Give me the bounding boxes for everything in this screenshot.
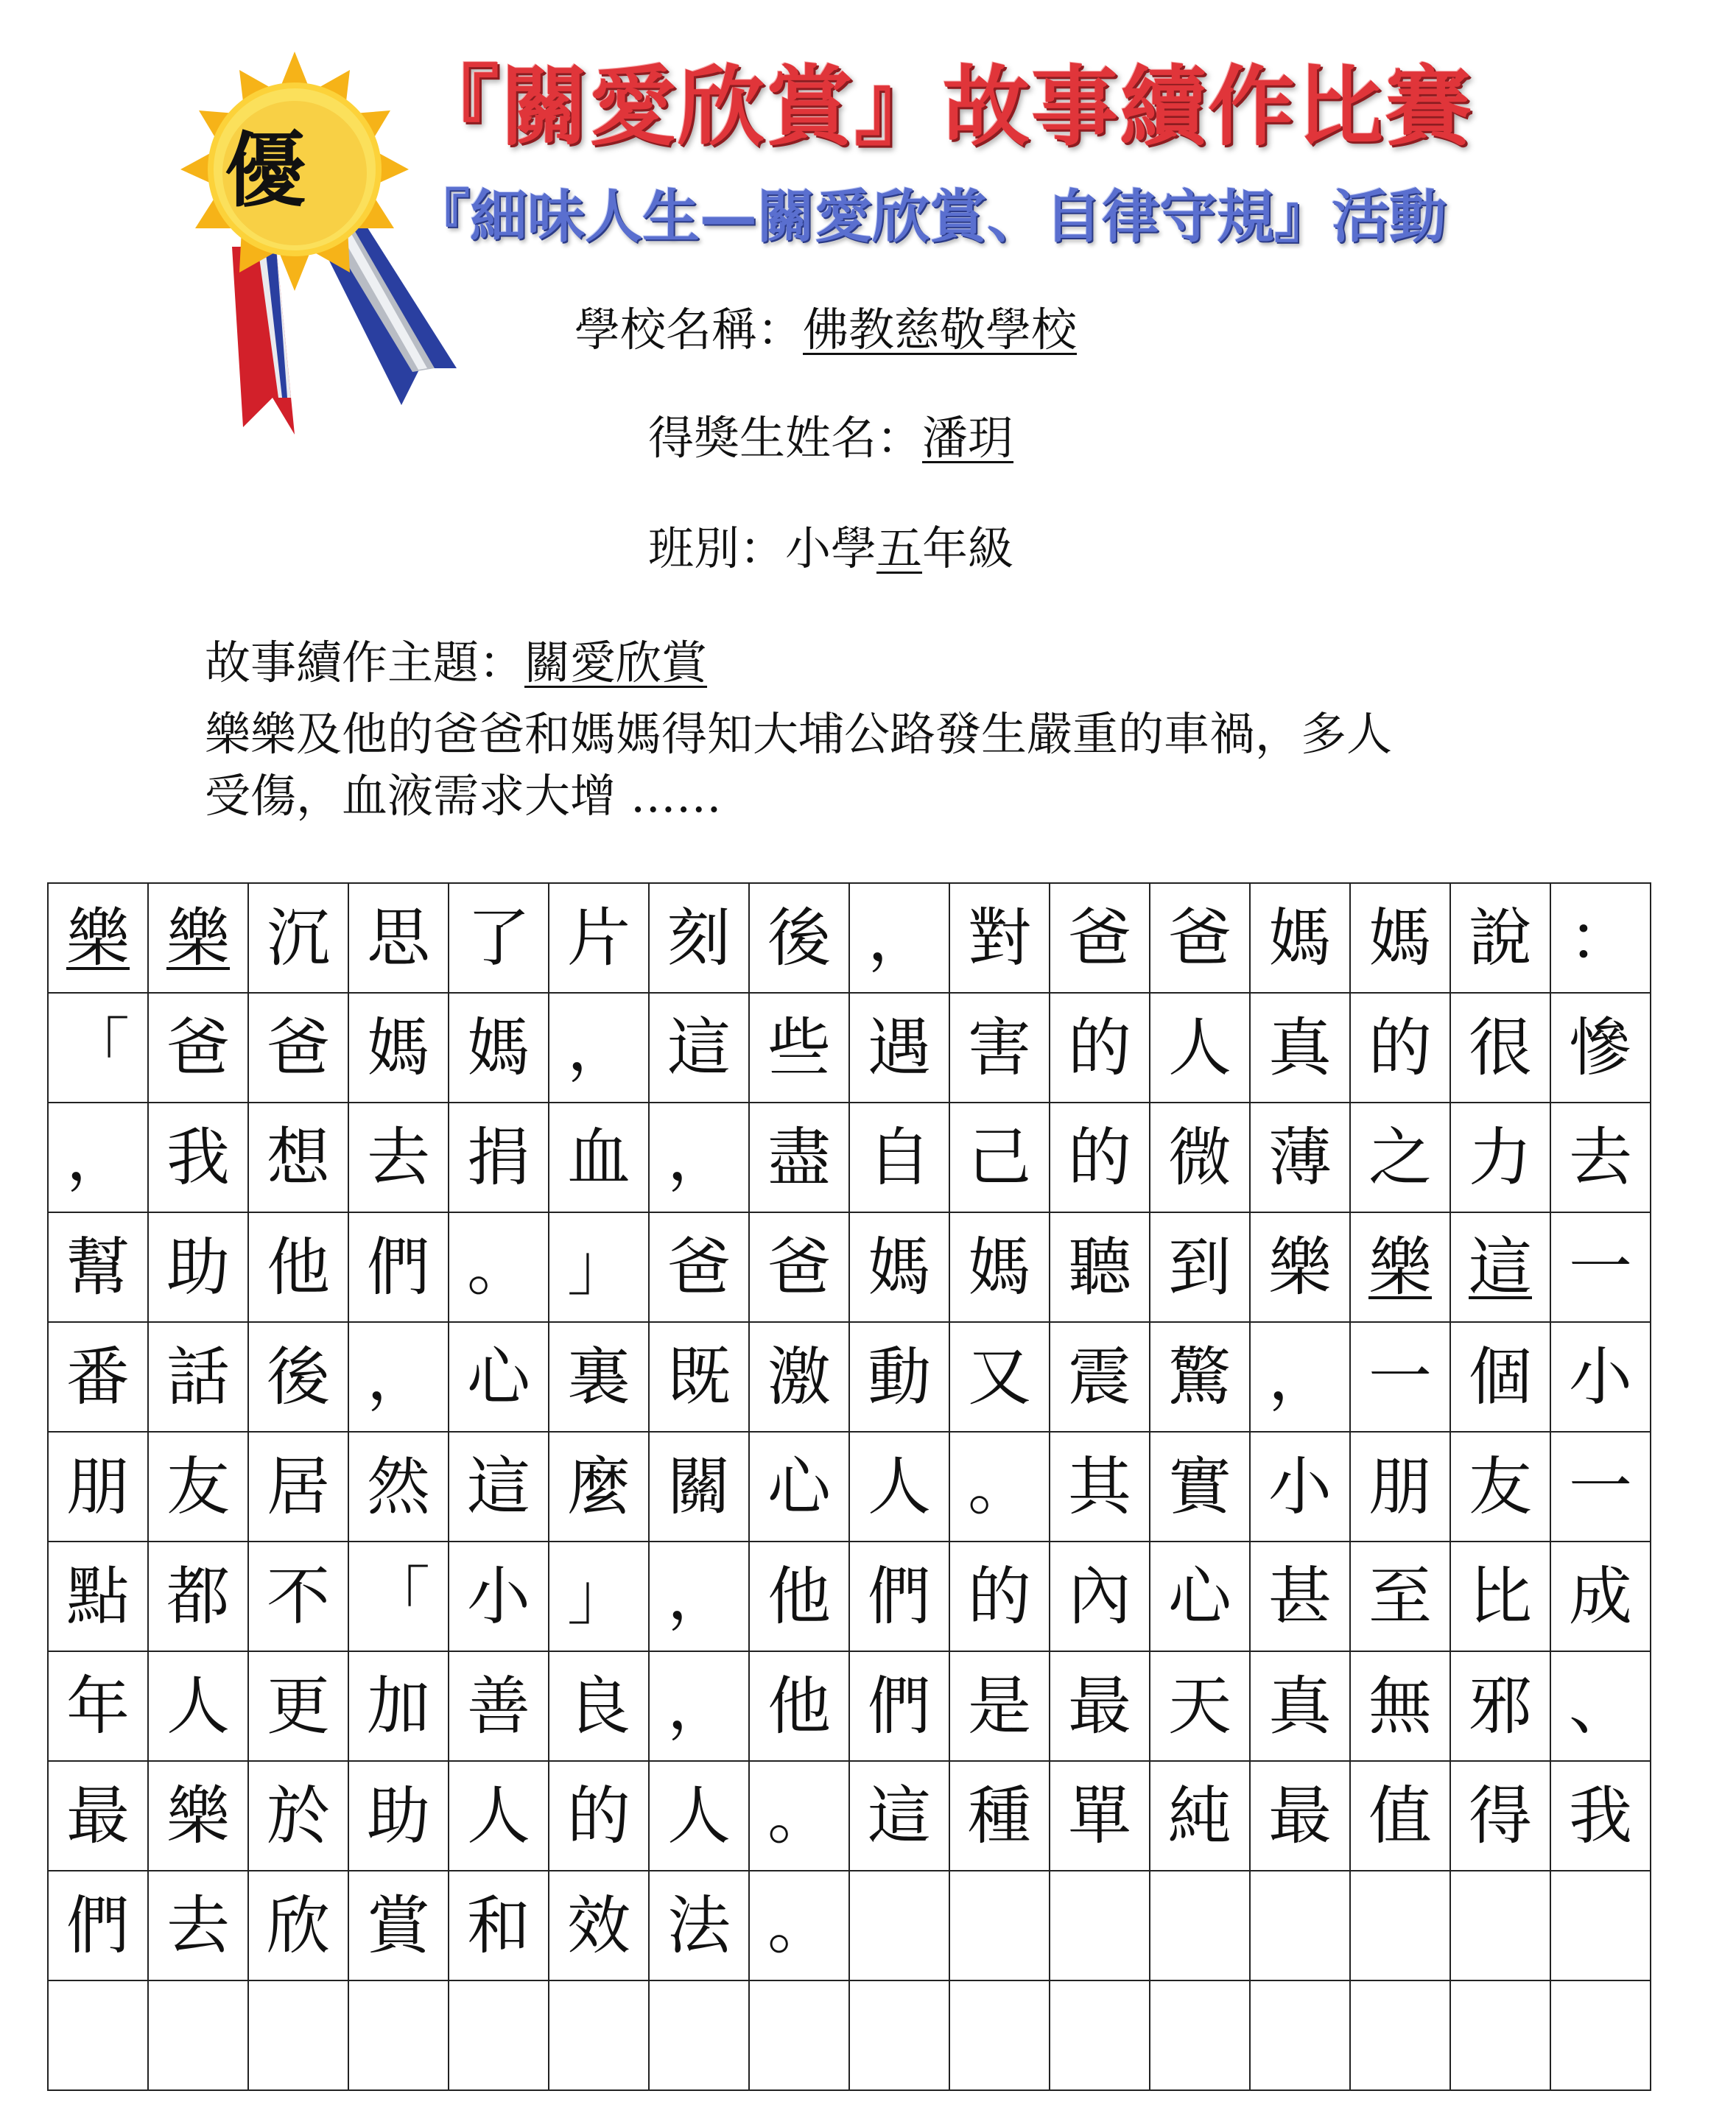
grid-cell: 內 (1050, 1542, 1150, 1651)
grid-cell: 去 (1550, 1103, 1651, 1212)
grid-cell (849, 1871, 949, 1980)
grid-cell: 對 (949, 883, 1050, 993)
grid-cell: 力 (1450, 1103, 1550, 1212)
grid-cell: 他 (749, 1542, 849, 1651)
grid-cell (1050, 1980, 1150, 2090)
grid-cell: 點 (48, 1542, 148, 1651)
grid-cell: 裏 (549, 1322, 649, 1432)
grid-cell: 、 (1550, 1651, 1651, 1761)
grid-cell: ， (348, 1322, 449, 1432)
grid-cell: 媽 (849, 1212, 949, 1322)
grid-cell: 天 (1150, 1651, 1250, 1761)
grid-cell: 們 (849, 1651, 949, 1761)
grid-cell (1350, 1871, 1450, 1980)
grid-cell: 樂 (148, 883, 248, 993)
grid-cell (48, 1980, 148, 2090)
grid-cell: 遇 (849, 993, 949, 1103)
medal-label: 優 (225, 123, 306, 218)
grid-cell: 既 (649, 1322, 749, 1432)
grid-cell: 們 (348, 1212, 449, 1322)
grid-row (48, 1212, 1651, 1322)
grid-cell: 慘 (1550, 993, 1651, 1103)
grid-cell: 沉 (248, 883, 348, 993)
grid-cell: 麼 (549, 1432, 649, 1542)
grid-row (48, 1432, 1651, 1542)
grid-cell: 自 (849, 1103, 949, 1212)
grid-cell: 去 (348, 1103, 449, 1212)
grid-cell: 之 (1350, 1103, 1450, 1212)
class-label: 班別：小學 (648, 521, 877, 575)
grid-cell: 關 (649, 1432, 749, 1542)
grid-cell (1350, 1980, 1450, 2090)
grid-cell: 都 (148, 1542, 248, 1651)
grid-cell (148, 1980, 248, 2090)
grid-cell: 人 (449, 1761, 549, 1871)
grid-cell: 心 (749, 1432, 849, 1542)
grid-cell: 的 (549, 1761, 649, 1871)
grid-row (48, 1980, 1651, 2090)
grid-cell: 得 (1450, 1761, 1550, 1871)
grid-cell (248, 1980, 348, 2090)
grid-cell: 這 (649, 993, 749, 1103)
grid-cell: ： (1550, 883, 1651, 993)
grid-cell: 。 (449, 1212, 549, 1322)
grid-cell: 的 (1050, 1103, 1150, 1212)
grid-cell: 助 (348, 1761, 449, 1871)
grid-cell (1150, 1980, 1250, 2090)
grid-cell: 說 (1450, 883, 1550, 993)
grid-cell: 又 (949, 1322, 1050, 1432)
grid-cell: 一 (1550, 1212, 1651, 1322)
grid-cell: 後 (749, 883, 849, 993)
grid-cell: 爸 (749, 1212, 849, 1322)
grid-cell: 想 (248, 1103, 348, 1212)
grid-cell: 動 (849, 1322, 949, 1432)
grid-cell: 這 (449, 1432, 549, 1542)
grid-cell: 他 (248, 1212, 348, 1322)
grid-cell: 心 (449, 1322, 549, 1432)
grid-cell: 最 (48, 1761, 148, 1871)
grid-cell: ， (1250, 1322, 1350, 1432)
class-value: 五 (876, 521, 923, 575)
grid-cell (849, 1980, 949, 2090)
grid-cell (949, 1871, 1050, 1980)
grid-cell: 的 (1050, 993, 1150, 1103)
grid-cell: 不 (248, 1542, 348, 1651)
grid-cell (549, 1980, 649, 2090)
grid-cell: 」 (549, 1542, 649, 1651)
grid-cell: 爸 (1150, 883, 1250, 993)
grid-cell: 甚 (1250, 1542, 1350, 1651)
grid-cell: 單 (1050, 1761, 1150, 1871)
grid-cell: 至 (1350, 1542, 1450, 1651)
grid-cell (1250, 1871, 1350, 1980)
grid-cell: 朋 (48, 1432, 148, 1542)
grid-cell: 助 (148, 1212, 248, 1322)
grid-cell (1550, 1871, 1651, 1980)
grid-cell: 最 (1050, 1651, 1150, 1761)
grid-cell: 種 (949, 1761, 1050, 1871)
grid-cell: 爸 (649, 1212, 749, 1322)
school-label: 學校名稱： (574, 303, 804, 356)
grid-cell (1450, 1871, 1550, 1980)
student-line (648, 401, 1013, 467)
grid-cell: 加 (348, 1651, 449, 1761)
grid-cell: 聽 (1050, 1212, 1150, 1322)
student-label: 得獎生姓名： (648, 411, 923, 465)
grid-cell: 些 (749, 993, 849, 1103)
student-value: 潘玥 (922, 411, 1014, 465)
grid-cell: 害 (949, 993, 1050, 1103)
page-title: 『關愛欣賞』故事續作比賽 (412, 56, 1474, 158)
grid-cell: 媽 (449, 993, 549, 1103)
grid-cell: 人 (1150, 993, 1250, 1103)
grid-cell: 我 (148, 1103, 248, 1212)
grid-cell: 成 (1550, 1542, 1651, 1651)
grid-cell: 人 (148, 1651, 248, 1761)
grid-cell: 是 (949, 1651, 1050, 1761)
ribbon-left (232, 247, 295, 435)
grid-cell: 賞 (348, 1871, 449, 1980)
grid-cell: 良 (549, 1651, 649, 1761)
theme-label: 故事續作主題： (205, 636, 525, 689)
school-value: 佛教慈敬學校 (803, 303, 1078, 356)
grid-cell (348, 1980, 449, 2090)
grid-cell: 居 (248, 1432, 348, 1542)
grid-cell: 話 (148, 1322, 248, 1432)
grid-cell: 實 (1150, 1432, 1250, 1542)
grid-cell: 己 (949, 1103, 1050, 1212)
grid-cell: 媽 (1350, 883, 1450, 993)
grid-cell: 人 (649, 1761, 749, 1871)
grid-cell: 。 (749, 1871, 849, 1980)
grid-cell: 樂 (148, 1761, 248, 1871)
grid-cell: 樂 (1250, 1212, 1350, 1322)
grid-cell: 小 (449, 1542, 549, 1651)
grid-cell (1250, 1980, 1350, 2090)
grid-cell (749, 1980, 849, 2090)
grid-cell (1050, 1871, 1150, 1980)
intro-line-2: 受傷，血液需求大增 …… (205, 769, 722, 823)
grid-cell: 片 (549, 883, 649, 993)
grid-cell: 法 (649, 1871, 749, 1980)
grid-cell: 比 (1450, 1542, 1550, 1651)
grid-cell (1550, 1980, 1651, 2090)
grid-cell: 最 (1250, 1761, 1350, 1871)
class-suffix: 年級 (922, 521, 1014, 575)
grid-cell (449, 1980, 549, 2090)
grid-cell: 值 (1350, 1761, 1450, 1871)
story-intro (205, 703, 1531, 827)
grid-cell: 震 (1050, 1322, 1150, 1432)
class-line (648, 512, 1013, 577)
grid-cell: 驚 (1150, 1322, 1250, 1432)
grid-cell: 幫 (48, 1212, 148, 1322)
grid-cell: 小 (1550, 1322, 1651, 1432)
grid-cell: 真 (1250, 1651, 1350, 1761)
grid-cell: 後 (248, 1322, 348, 1432)
grid-cell: 」 (549, 1212, 649, 1322)
grid-row (48, 883, 1651, 993)
grid-cell: 很 (1450, 993, 1550, 1103)
grid-cell: 盡 (749, 1103, 849, 1212)
grid-cell: 到 (1150, 1212, 1250, 1322)
grid-cell: 他 (749, 1651, 849, 1761)
grid-row (48, 993, 1651, 1103)
grid-row (48, 1761, 1651, 1871)
grid-cell: ， (849, 883, 949, 993)
grid-cell: 心 (1150, 1542, 1250, 1651)
grid-cell (949, 1980, 1050, 2090)
grid-cell: 爸 (148, 993, 248, 1103)
grid-cell: 友 (1450, 1432, 1550, 1542)
grid-cell: 去 (148, 1871, 248, 1980)
grid-cell: 於 (248, 1761, 348, 1871)
grid-cell: 小 (1250, 1432, 1350, 1542)
grid-cell: 媽 (949, 1212, 1050, 1322)
grid-cell: 「 (48, 993, 148, 1103)
grid-cell: 友 (148, 1432, 248, 1542)
theme-value: 關愛欣賞 (524, 636, 708, 689)
grid-cell: 更 (248, 1651, 348, 1761)
grid-cell: 薄 (1250, 1103, 1350, 1212)
grid-row (48, 1651, 1651, 1761)
grid-row (48, 1542, 1651, 1651)
grid-cell: 欣 (248, 1871, 348, 1980)
grid-cell: 爸 (1050, 883, 1150, 993)
grid-cell: ， (48, 1103, 148, 1212)
grid-cell: 。 (749, 1761, 849, 1871)
grid-cell: 刻 (649, 883, 749, 993)
grid-cell: ， (649, 1542, 749, 1651)
grid-cell: 番 (48, 1322, 148, 1432)
grid-cell: ， (649, 1651, 749, 1761)
intro-line-1: 樂樂及他的爸爸和媽媽得知大埔公路發生嚴重的車禍，多人 (205, 707, 1393, 761)
grid-cell: 了 (449, 883, 549, 993)
grid-cell: 樂 (48, 883, 148, 993)
grid-cell: 媽 (1250, 883, 1350, 993)
grid-cell (1150, 1871, 1250, 1980)
grid-cell: ， (649, 1103, 749, 1212)
grid-cell: 的 (1350, 993, 1450, 1103)
grid-cell: 血 (549, 1103, 649, 1212)
grid-cell: 們 (849, 1542, 949, 1651)
grid-cell: 微 (1150, 1103, 1250, 1212)
grid-cell: 善 (449, 1651, 549, 1761)
theme-line (205, 626, 707, 692)
grid-cell: 媽 (348, 993, 449, 1103)
grid-cell: 年 (48, 1651, 148, 1761)
page-subtitle: 『細味人生—關愛欣賞、自律守規』活動 (412, 184, 1447, 250)
grid-cell: 們 (48, 1871, 148, 1980)
grid-cell: 純 (1150, 1761, 1250, 1871)
grid-cell: 樂 (1350, 1212, 1450, 1322)
grid-row (48, 1322, 1651, 1432)
grid-cell: 朋 (1350, 1432, 1450, 1542)
school-line (574, 293, 1077, 359)
grid-cell: 思 (348, 883, 449, 993)
grid-row (48, 1103, 1651, 1212)
grid-cell: 激 (749, 1322, 849, 1432)
grid-cell: ， (549, 993, 649, 1103)
grid-cell: 這 (849, 1761, 949, 1871)
grid-cell: 無 (1350, 1651, 1450, 1761)
writing-grid (47, 882, 1651, 2091)
grid-cell: 。 (949, 1432, 1050, 1542)
grid-cell: 一 (1350, 1322, 1450, 1432)
grid-cell: 然 (348, 1432, 449, 1542)
grid-cell: 邪 (1450, 1651, 1550, 1761)
grid-cell: 個 (1450, 1322, 1550, 1432)
grid-cell: 捐 (449, 1103, 549, 1212)
grid-row (48, 1871, 1651, 1980)
grid-cell: 一 (1550, 1432, 1651, 1542)
grid-cell (649, 1980, 749, 2090)
grid-cell: 效 (549, 1871, 649, 1980)
grid-cell: 我 (1550, 1761, 1651, 1871)
grid-cell: 真 (1250, 993, 1350, 1103)
grid-cell: 人 (849, 1432, 949, 1542)
grid-cell: 爸 (248, 993, 348, 1103)
grid-cell: 這 (1450, 1212, 1550, 1322)
grid-cell (1450, 1980, 1550, 2090)
grid-cell: 「 (348, 1542, 449, 1651)
grid-cell: 的 (949, 1542, 1050, 1651)
grid-cell: 其 (1050, 1432, 1150, 1542)
grid-cell: 和 (449, 1871, 549, 1980)
